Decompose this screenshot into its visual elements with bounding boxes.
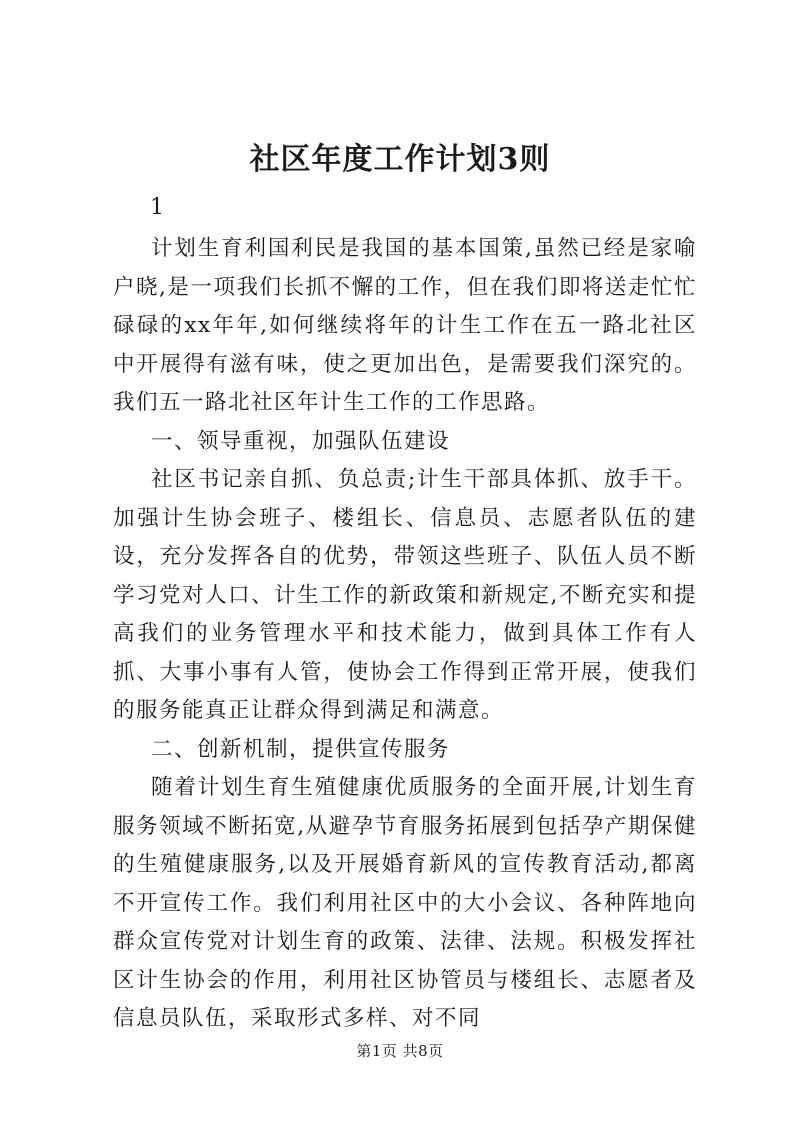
paragraph-publicity: 随着计划生育生殖健康优质服务的全面开展,计划生育服务领域不断拓宽,从避孕节育服务拓展到包括孕产期保健的生殖健康服务,以及开展婚育新风的宣传教育活动,都离不开宣传工作。我们利用社区中的大小会议、各种阵地向群众宣传党对计划生育的政策、法律、法规。积极发挥社区计生协会的作用，利用社区协管员与楼组长、志愿者及信息员队伍，采取形式多样、对不同: [113, 775, 697, 1031]
document-body: [113, 230, 697, 1039]
section-heading-publicity: 二、创新机制，提供宣传服务: [151, 736, 451, 762]
section-heading-leadership: 一、领导重视，加强队伍建设: [151, 428, 451, 454]
paragraph-intro: 计划生育利国利民是我国的基本国策,虽然已经是家喻户晓,是一项我们长抓不懈的工作，但在我们即将送走忙忙碌碌的xx年年,如何继续将年的计生工作在五一路北社区中开展得有滋有味，使之更加出色，是需要我们深究的。我们五一路北社区年计生工作的工作思路。: [113, 236, 697, 415]
paragraph-leadership: 社区书记亲自抓、负总责;计生干部具体抓、放手干。加强计生协会班子、楼组长、信息员、志愿者队伍的建设，充分发挥各自的优势，带领这些班子、队伍人员不断学习党对人口、计生工作的新政策和新规定,不断充实和提高我们的业务管理水平和技术能力，做到具体工作有人抓、大事小事有人管，使协会工作得到正常开展，使我们的服务能真正让群众得到满足和满意。: [113, 467, 697, 723]
page-footer: 第1页 共8页: [356, 1042, 444, 1060]
page-title: 社区年度工作计划3则: [249, 142, 551, 177]
section-number: 1: [150, 195, 164, 220]
